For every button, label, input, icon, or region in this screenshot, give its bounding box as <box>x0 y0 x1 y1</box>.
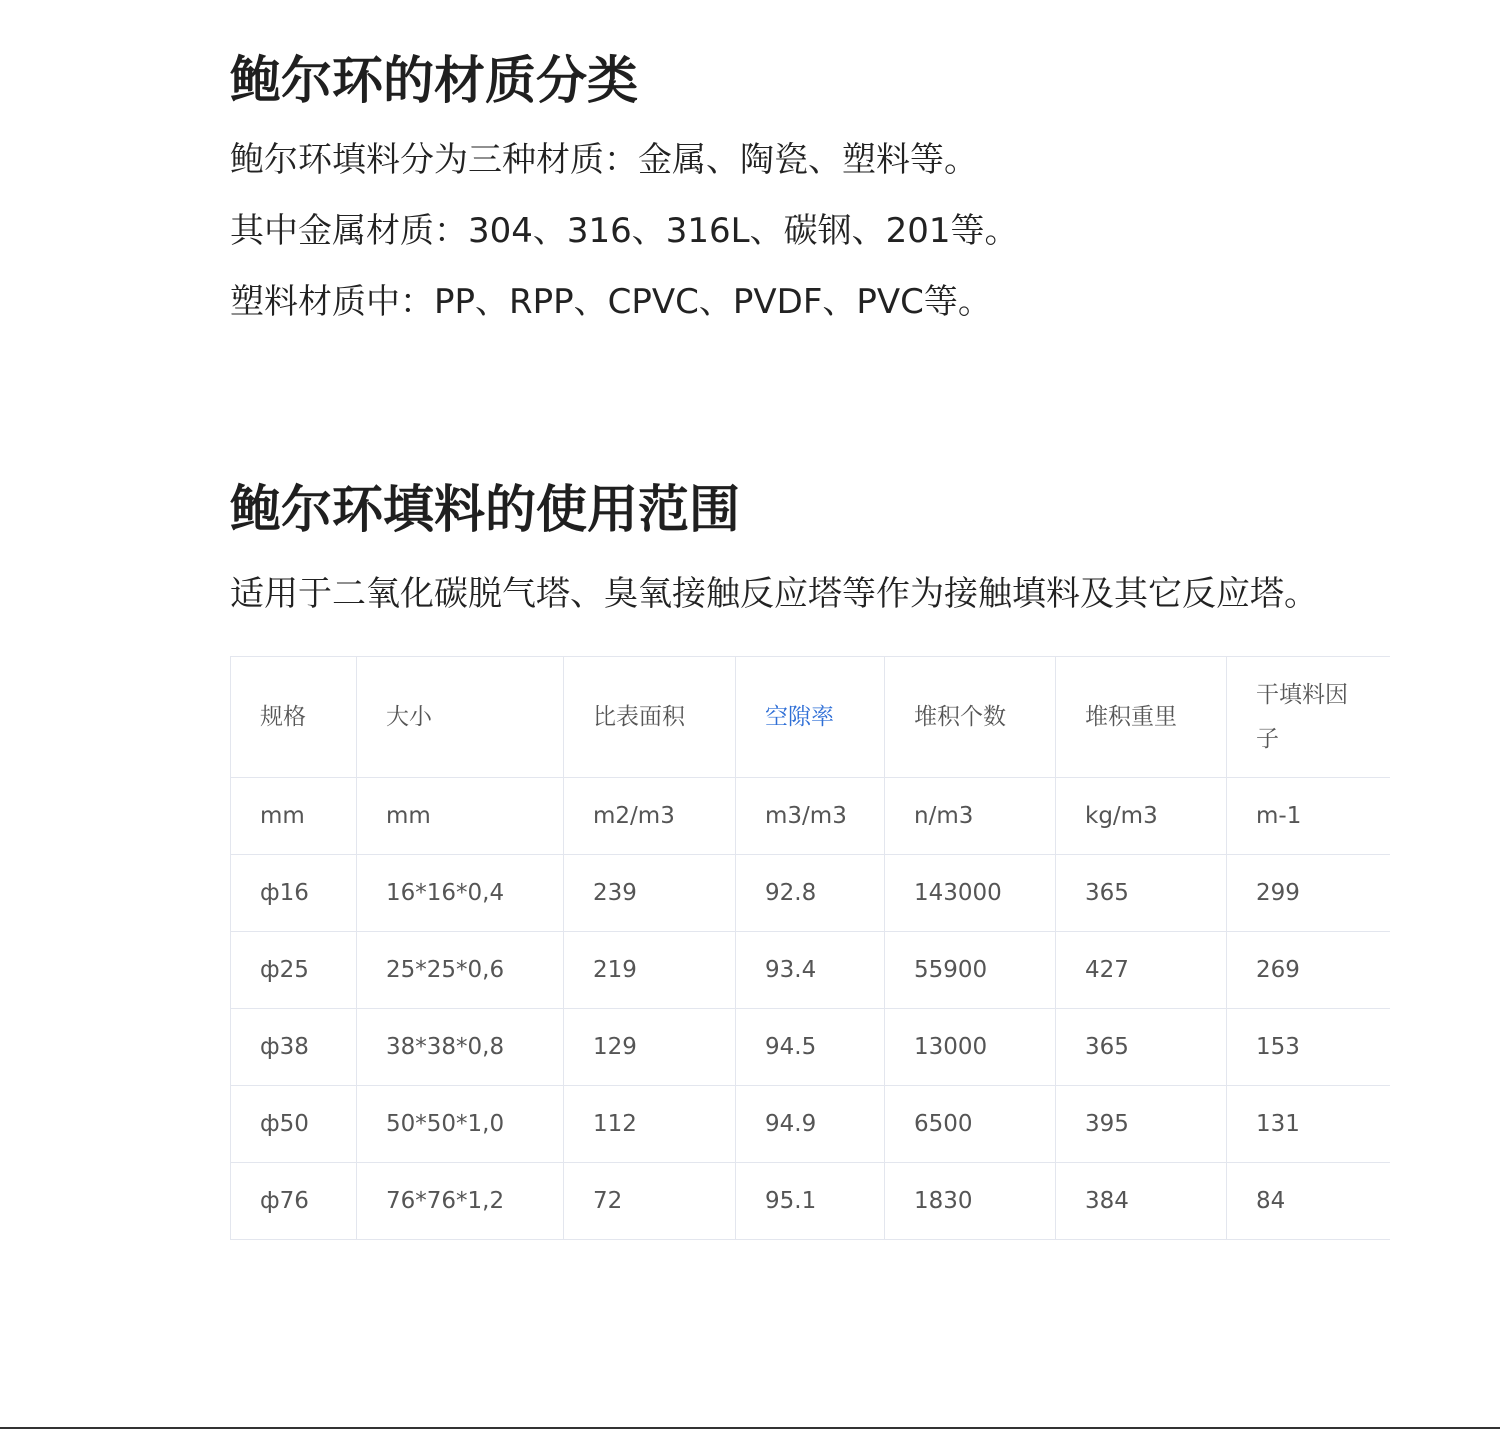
table-cell: ф38 <box>231 1009 357 1086</box>
table-cell: 84 <box>1227 1163 1391 1240</box>
table-row <box>231 1086 1391 1163</box>
table-cell: 365 <box>1056 855 1227 932</box>
unit-cell: n/m3 <box>885 778 1056 855</box>
table-cell: 1830 <box>885 1163 1056 1240</box>
table-cell: 112 <box>564 1086 736 1163</box>
table-cell: 93.4 <box>736 932 885 1009</box>
unit-cell: mm <box>231 778 357 855</box>
table-cell: 55900 <box>885 932 1056 1009</box>
section-title-usage: 鲍尔环填料的使用范围 <box>230 481 741 540</box>
table-cell: 92.8 <box>736 855 885 932</box>
table-cell: 94.5 <box>736 1009 885 1086</box>
unit-cell: m-1 <box>1227 778 1391 855</box>
table-cell: 143000 <box>885 855 1056 932</box>
spec-table <box>230 656 1390 1240</box>
table-row <box>231 1163 1391 1240</box>
table-cell: 427 <box>1056 932 1227 1009</box>
table-cell: 384 <box>1056 1163 1227 1240</box>
table-cell: 13000 <box>885 1009 1056 1086</box>
table-cell: ф76 <box>231 1163 357 1240</box>
table-cell: ф50 <box>231 1086 357 1163</box>
table-cell: 365 <box>1056 1009 1227 1086</box>
unit-cell: m2/m3 <box>564 778 736 855</box>
header-cell-dry-packing-factor: 干填料因子 <box>1227 657 1391 778</box>
table-cell: ф16 <box>231 855 357 932</box>
table-cell: ф25 <box>231 932 357 1009</box>
header-cell-spec: 规格 <box>231 657 357 778</box>
table-cell: 38*38*0,8 <box>357 1009 564 1086</box>
table-cell: 239 <box>564 855 736 932</box>
header-cell-size: 大小 <box>357 657 564 778</box>
table-cell: 25*25*0,6 <box>357 932 564 1009</box>
table-cell: 269 <box>1227 932 1391 1009</box>
table-cell: 94.9 <box>736 1086 885 1163</box>
table-cell: 299 <box>1227 855 1391 932</box>
unit-cell: mm <box>357 778 564 855</box>
table-cell: 50*50*1,0 <box>357 1086 564 1163</box>
table-cell: 6500 <box>885 1086 1056 1163</box>
materials-paragraph-1: 鲍尔环填料分为三种材质：金属、陶瓷、塑料等。 <box>230 140 978 180</box>
header-cell-packing-count: 堆积个数 <box>885 657 1056 778</box>
header-cell-void-ratio: 空隙率 <box>736 657 885 778</box>
unit-cell: kg/m3 <box>1056 778 1227 855</box>
table-cell: 219 <box>564 932 736 1009</box>
table-cell: 16*16*0,4 <box>357 855 564 932</box>
unit-cell: m3/m3 <box>736 778 885 855</box>
table-cell: 131 <box>1227 1086 1391 1163</box>
header-cell-packing-weight: 堆积重里 <box>1056 657 1227 778</box>
materials-paragraph-2: 其中金属材质：304、316、316L、碳钢、201等。 <box>230 211 1019 251</box>
table-cell: 395 <box>1056 1086 1227 1163</box>
table-cell: 76*76*1,2 <box>357 1163 564 1240</box>
header-cell-specific-surface: 比表面积 <box>564 657 736 778</box>
table-row <box>231 1009 1391 1086</box>
table-row <box>231 932 1391 1009</box>
table-header-row <box>231 657 1391 778</box>
table-cell: 129 <box>564 1009 736 1086</box>
usage-paragraph: 适用于二氧化碳脱气塔、臭氧接触反应塔等作为接触填料及其它反应塔。 <box>230 574 1318 614</box>
materials-paragraph-3: 塑料材质中：PP、RPP、CPVC、PVDF、PVC等。 <box>230 282 992 322</box>
section-title-materials: 鲍尔环的材质分类 <box>230 52 639 111</box>
table-cell: 95.1 <box>736 1163 885 1240</box>
table-cell: 72 <box>564 1163 736 1240</box>
table-cell: 153 <box>1227 1009 1391 1086</box>
spec-table-container <box>230 656 1390 1242</box>
table-units-row <box>231 778 1391 855</box>
table-row <box>231 855 1391 932</box>
